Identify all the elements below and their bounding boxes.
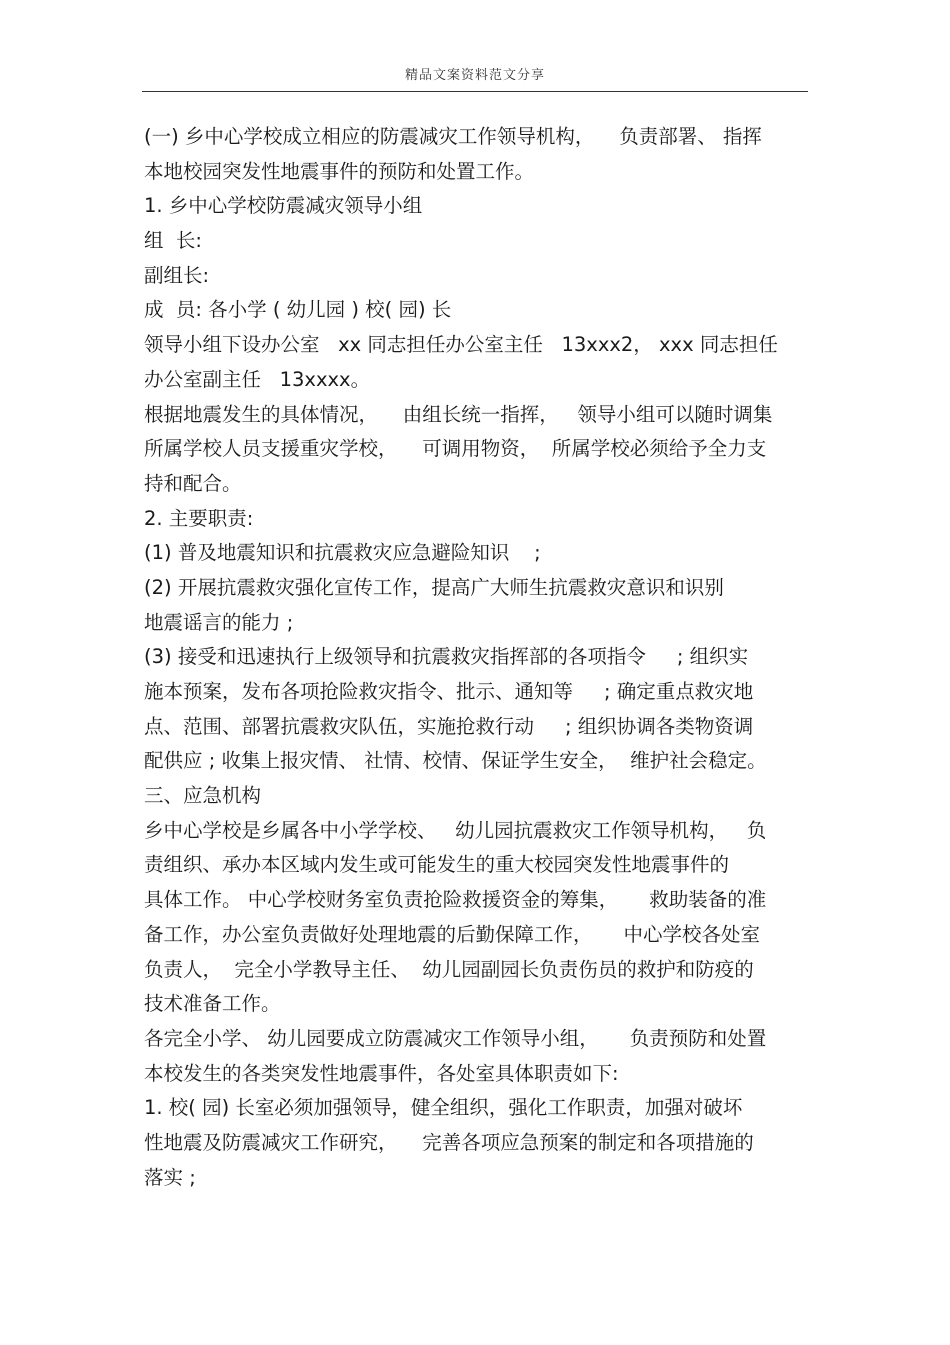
text-line: (1) 普及地震知识和抗震救灾应急避险知识 ; [144,541,541,565]
text-line: 1. 校( 园) 长室必须加强领导，健全组织，强化工作职责，加强对破坏 [144,1096,743,1120]
text-line: 各完全小学、 幼儿园要成立防震减灾工作领导小组， 负责预防和处置 [144,1026,767,1050]
text-line: 本地校园突发性地震事件的预防和处置工作。 [144,159,535,183]
text-line: 组 长: [144,229,202,253]
text-line: 性地震及防震减灾工作研究， 完善各项应急预案的制定和各项措施的 [144,1130,754,1154]
text-line: 2. 主要职责: [144,506,254,530]
text-line: 责组织、承办本区域内发生或可能发生的重大校园突发性地震事件的 [144,853,730,877]
text-line: (一) 乡中心学校成立相应的防震减灾工作领导机构， 负责部署、 指挥 [144,125,762,148]
text-line: 具体工作。 中心学校财务室负责抢险救援资金的筹集， 救助装备的准 [144,888,767,912]
text-line: 成 员: 各小学 ( 幼儿园 ) 校( 园) 长 [144,298,452,322]
text-line: 三、应急机构 [144,784,262,808]
text-line: 持和配合。 [144,471,242,495]
text-line: 办公室副主任 13xxxx。 [144,367,371,391]
text-line: 副组长: [144,263,210,287]
text-line: 负责人， 完全小学教导主任、 幼儿园副园长负责伤员的救护和防疫的 [144,957,754,981]
page-header: 精品文案资料范文分享 [404,68,545,83]
text-line: (2) 开展抗震救灾强化宣传工作，提高广大师生抗震救灾意识和识别 [144,575,724,599]
text-line: 施本预案，发布各项抢险救灾指令、批示、通知等 ; 确定重点救灾地 [144,680,754,703]
text-line: (3) 接受和迅速执行上级领导和抗震救灾指挥部的各项指令 ; 组织实 [144,645,749,669]
text-line: 落实 ; [144,1165,196,1189]
text-line: 1. 乡中心学校防震减灾领导小组 [144,194,423,218]
text-line: 点、范围、部署抗震救灾队伍，实施抢救行动 ; 组织协调各类物资调 [144,714,754,738]
text-line: 备工作，办公室负责做好处理地震的后勤保障工作， 中心学校各处室 [144,922,760,946]
text-line: 领导小组下设办公室 xx 同志担任办公室主任 13xxx2， xxx 同志担任 [144,333,778,357]
document-body [144,120,808,1195]
text-line: 乡中心学校是乡属各中小学学校、 幼儿园抗震救灾工作领导机构， 负 [144,818,767,842]
text-line: 地震谣言的能力 ; [144,610,294,634]
text-line: 根据地震发生的具体情况， 由组长统一指挥， 领导小组可以随时调集 [144,402,773,426]
header-divider [142,91,808,92]
text-line: 技术准备工作。 [144,992,281,1016]
text-line: 所属学校人员支援重灾学校， 可调用物资， 所属学校必须给予全力支 [144,437,767,461]
text-line: 配供应 ; 收集上报灾情、 社情、校情、保证学生安全， 维护社会稳定。 [144,749,767,773]
text-line: 本校发生的各类突发性地震事件，各处室具体职责如下: [144,1061,619,1085]
